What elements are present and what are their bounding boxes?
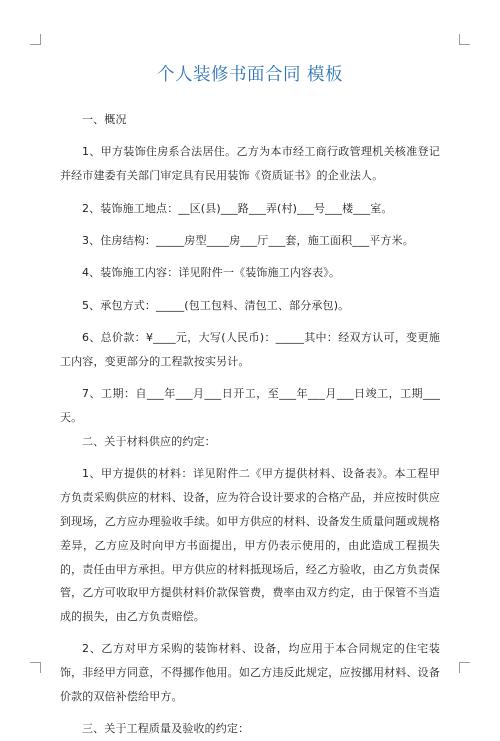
paragraph-2: 2、装饰施工地点：__区(县)___路___弄(村)___号___楼___室。	[82, 201, 393, 215]
paragraph-1: 1、甲方装饰住房系合法居住。乙方为本市经工商行政管理机关核准登记并经市建委有关部门审定具有民用装饰《资质证书》的企业法人。	[60, 145, 440, 183]
document-body	[60, 108, 440, 741]
paragraph-6: 6、总价款：¥____元，大写(人民币)：_____其中：经双方认可，变更施工内容，变更部分的工程款按实另计。	[60, 331, 440, 368]
section-heading-overview: 一、概况	[82, 113, 127, 126]
document-title: 个人装修书面合同 模板	[156, 65, 344, 85]
section-heading-materials: 二、关于材料供应的约定：	[82, 434, 216, 448]
crop-mark-bottom-left	[30, 662, 41, 673]
crop-mark-bottom-right	[459, 662, 470, 673]
crop-mark-top-left	[30, 34, 41, 45]
crop-mark-top-right	[459, 34, 470, 45]
paragraph-materials-1: 1、甲方提供的材料：详见附件二《甲方提供材料、设备表》。本工程甲方负责采购供应的材料、设备，应为符合设计要求的合格产品，并应按时供应到现场，乙方应办理验收手续。如甲方供应的材料、设备发生质量问题或规格差异，乙方应及时向甲方书面提出，甲方仍表示使用的，由此造成工程损失的，责任由甲方承担。甲方供应的材料抵现场后，经乙方验收，由乙方负责保管，乙方可收取甲方提供材料价款保管费，费率由双方约定，由于保管不当造成的损失，由乙方负责赔偿。	[60, 467, 440, 624]
paragraph-4: 4、装饰施工内容：详见附件一《装饰施工内容表》。	[82, 266, 341, 280]
paragraph-5: 5、承包方式：_____(包工包料、清包工、部分承包)。	[82, 298, 350, 312]
paragraph-materials-2: 2、乙方对甲方采购的装饰材料、设备，均应用于本合同规定的住宅装饰，非经甲方同意，不得挪作他用。如乙方违反此规定，应按挪用材料、设备价款的双倍补偿给甲方。	[60, 642, 440, 704]
paragraph-3: 3、住房结构：_____房型____房___厅___套，施工面积___平方米。	[82, 233, 414, 247]
paragraph-7: 7、工期：自___年___月___日开工，至___年___月___日竣工，工期___天。	[60, 387, 440, 425]
section-heading-quality: 三、关于工程质量及验收的约定：	[82, 722, 250, 736]
